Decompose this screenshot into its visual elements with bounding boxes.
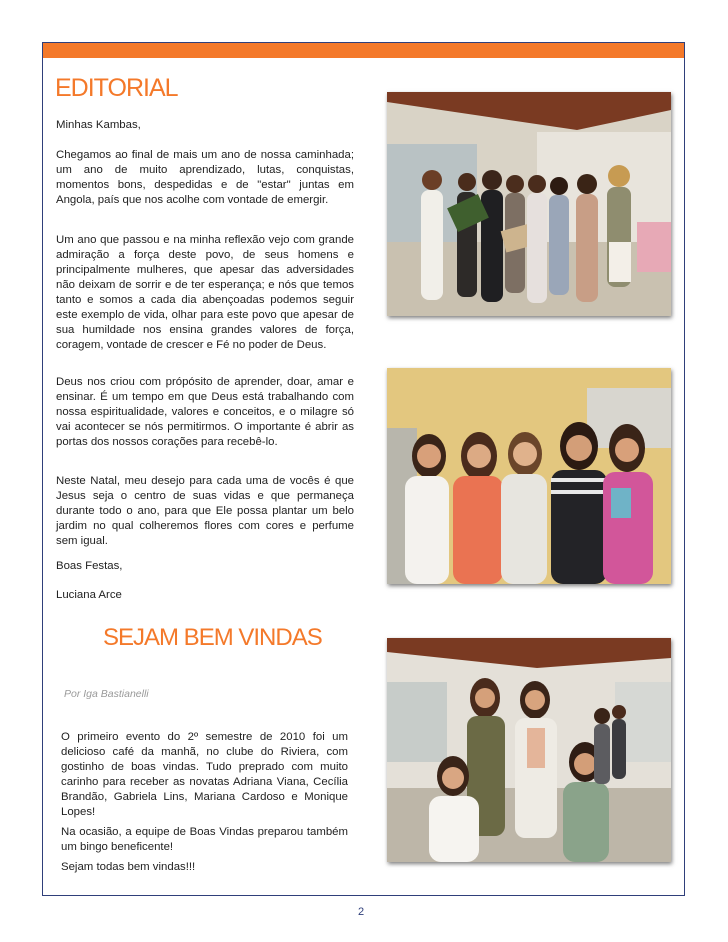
- editorial-paragraph-1: Chegamos ao final de mais um ano de nossa caminhada; um ano de muito aprendizado, lutas, conquistas, momentos bons, despedidas e de "estar" juntas em Angola, país que nos acolhe com vontade de emergir.: [56, 149, 354, 206]
- editorial-paragraph-2: Um ano que passou e na minha reflexão vejo com grande admiração a força deste povo, de seus homens e principalmente mulheres, que apesar das adversidades não deixam de sorrir e de ter esperança; e nós que temos tanto e somos a cada dia abençoadas podemos seguir este exemplo de vida, olhar para este povo que apesar de sua humildade nos ensina grandes valores de força, coragem, vontade de crescer e Fé no poder de Deus.: [56, 234, 354, 351]
- page-number: 2: [358, 906, 365, 918]
- editorial-title: EDITORIAL: [55, 74, 178, 102]
- welcome-paragraph-1: O primeiro evento do 2º semestre de 2010 foi um delicioso café da manhã, no clube do Riviera, com gostinho de boas vindas. Tudo preprado com muito carinho para receber as novatas Adriana Viana, Cecília Brandão, Gabriela Lins, Mariana Cardoso e Monique Lopes!: [61, 731, 348, 818]
- header-bar: [43, 43, 684, 58]
- group-photo-3: [387, 638, 671, 862]
- group-photo-1: [387, 92, 671, 316]
- welcome-paragraph-3: Sejam todas bem vindas!!!: [61, 861, 196, 873]
- editorial-paragraph-4: Neste Natal, meu desejo para cada uma de vocês é que Jesus seja o centro de suas vidas e que permaneça durante todo o ano, para que Ele possa plantar um belo jardim no qual colheremos flores com cores e perfume sem igual.: [56, 475, 354, 547]
- welcome-title: SEJAM BEM VINDAS: [103, 624, 322, 651]
- editorial-greeting: Minhas Kambas,: [56, 119, 141, 131]
- editorial-paragraph-3: Deus nos criou com própósito de aprender, doar, amar e ensinar. É um tempo em que Deus está trabalhando com nossa espiritualidade, valores e conceitos, e o milagre só vai acontecer se nós permitirmos. O importante é abrir as portas dos nossos corações para recebê-lo.: [56, 376, 354, 448]
- welcome-byline: Por Iga Bastianelli: [64, 688, 149, 700]
- editorial-closing: Boas Festas,: [56, 560, 123, 572]
- group-photo-2: [387, 368, 671, 584]
- welcome-paragraph-2: Na ocasião, a equipe de Boas Vindas preparou também um bingo beneficente!: [61, 826, 348, 853]
- editorial-signature: Luciana Arce: [56, 589, 122, 601]
